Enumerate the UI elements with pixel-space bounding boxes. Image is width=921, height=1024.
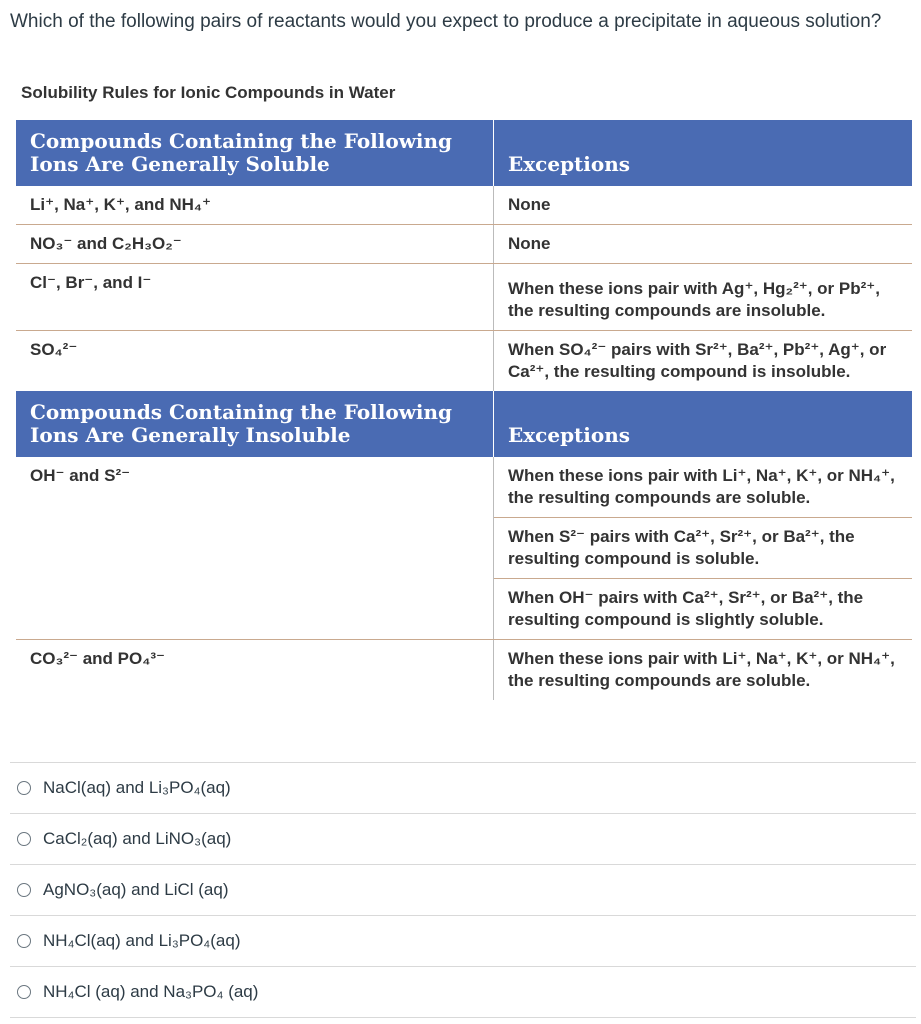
answer-label: NH₄Cl (aq) and Na₃PO₄ (aq): [43, 982, 259, 1001]
question-text: Which of the following pairs of reactants would you expect to produce a precipitate in aqueous solution?: [10, 11, 882, 32]
table-header-soluble: [16, 120, 912, 186]
table-row: [16, 225, 912, 264]
exception-cell: When these ions pair with Li⁺, Na⁺, K⁺, or NH₄⁺, the resulting compounds are soluble.: [494, 457, 913, 518]
answer-option[interactable]: [10, 966, 916, 1018]
answer-label: NH₄Cl(aq) and Li₃PO₄(aq): [43, 931, 241, 950]
ions-cell: OH⁻ and S²⁻: [16, 457, 494, 640]
radio-button[interactable]: [17, 781, 31, 795]
table-row: [16, 457, 912, 518]
solubility-rules-table: [16, 120, 912, 700]
ions-cell: Cl⁻, Br⁻, and I⁻: [16, 264, 494, 331]
ions-cell: SO₄²⁻: [16, 331, 494, 392]
soluble-header: Compounds Containing the Following Ions Are Generally Soluble: [16, 120, 494, 186]
table-row: [16, 640, 912, 701]
ions-cell: CO₃²⁻ and PO₄³⁻: [16, 640, 494, 701]
answer-label: AgNO₃(aq) and LiCl (aq): [43, 880, 229, 899]
radio-button[interactable]: [17, 883, 31, 897]
exception-cell: None: [494, 186, 913, 225]
answer-option[interactable]: [10, 864, 916, 915]
answer-list: [10, 762, 916, 1018]
exceptions-header: Exceptions: [494, 120, 913, 186]
radio-button[interactable]: [17, 934, 31, 948]
table-header-insoluble: [16, 391, 912, 457]
exception-cell: None: [494, 225, 913, 264]
table-row: [16, 264, 912, 331]
answer-option[interactable]: [10, 762, 916, 813]
exception-cell: When OH⁻ pairs with Ca²⁺, Sr²⁺, or Ba²⁺, the resulting compound is slightly soluble.: [494, 579, 913, 640]
exception-cell: When S²⁻ pairs with Ca²⁺, Sr²⁺, or Ba²⁺, the resulting compound is soluble.: [494, 518, 913, 579]
insoluble-header: Compounds Containing the Following Ions Are Generally Insoluble: [16, 391, 494, 457]
exception-cell: When these ions pair with Li⁺, Na⁺, K⁺, or NH₄⁺, the resulting compounds are soluble.: [508, 649, 895, 690]
answer-option[interactable]: [10, 813, 916, 864]
exceptions-header: Exceptions: [494, 391, 913, 457]
answer-option[interactable]: [10, 915, 916, 966]
answer-label: CaCl₂(aq) and LiNO₃(aq): [43, 829, 232, 848]
table-row: [16, 186, 912, 225]
radio-button[interactable]: [17, 985, 31, 999]
ions-cell: Li⁺, Na⁺, K⁺, and NH₄⁺: [16, 186, 494, 225]
table-title: Solubility Rules for Ionic Compounds in Water: [21, 83, 396, 102]
ions-cell: NO₃⁻ and C₂H₃O₂⁻: [16, 225, 494, 264]
radio-button[interactable]: [17, 832, 31, 846]
exception-cell: When these ions pair with Ag⁺, Hg₂²⁺, or Pb²⁺, the resulting compounds are insoluble.: [494, 264, 913, 331]
table-row: [16, 331, 912, 392]
answer-label: NaCl(aq) and Li₃PO₄(aq): [43, 778, 231, 797]
exception-cell: When SO₄²⁻ pairs with Sr²⁺, Ba²⁺, Pb²⁺, Ag⁺, or Ca²⁺, the resulting compound is insoluble.: [508, 340, 887, 381]
